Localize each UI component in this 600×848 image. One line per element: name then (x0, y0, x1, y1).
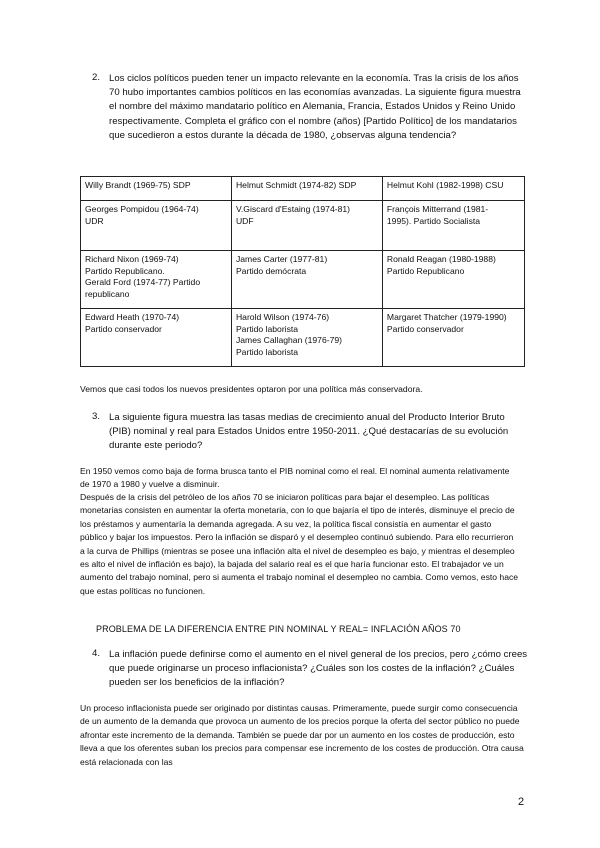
answer-3-paragraph-1: En 1950 vemos como baja de forma brusca tanto el PIB nominal como el real. El nominal aumenta relativamente de 1970 a 1980 y vuelve a disminuir. (80, 466, 510, 490)
table-cell-line: Edward Heath (1970-74) (85, 312, 180, 322)
table-row (81, 177, 525, 201)
table-cell (382, 309, 524, 367)
table-cell-line: Willy Brandt (1969-75) SDP (85, 180, 191, 190)
table-cell-line: François Mitterrand (1981- (386, 204, 489, 214)
table-cell (382, 177, 524, 201)
table-cell-line: UDR (85, 215, 104, 226)
inflation-heading: PROBLEMA DE LA DIFERENCIA ENTRE PIN NOMINAL Y REAL= INFLACIÓN AÑOS 70 (96, 624, 461, 634)
table-cell (81, 251, 232, 309)
table-cell (231, 201, 382, 251)
table-cell-line: Partido laborista (235, 323, 299, 334)
table-cell-line: Georges Pompidou (1964-74) (85, 204, 199, 214)
table-cell-line: Partido demócrata (235, 265, 307, 276)
table-cell-line: Partido conservador (85, 323, 162, 334)
page-number: 2 (518, 796, 525, 808)
leaders-table (80, 176, 525, 367)
table-cell (382, 201, 524, 251)
table-cell-line: James Carter (1977-81) (235, 254, 328, 264)
table-cell (231, 251, 382, 309)
table-cell (382, 251, 524, 309)
table-cell (81, 177, 232, 201)
table-cell (231, 309, 382, 367)
table-row (81, 309, 525, 367)
answer-3-paragraph-2: Después de la crisis del petróleo de los años 70 se iniciaron políticas para bajar el desempleo. Las políticas monetarias consisten en aumentar la oferta monetaria, con lo que bajaría el tipo de interés, disminuye el precio de los préstamos y aumentaría la demanda agregada. A su vez, la política fiscal consistía en aumentar el gasto público y bajar los impuestos. Pero la inflación se disparó y el desempleo continuó subiendo. Para ello recurrieron a la curva de Phillips (mientras se posee una inflación alta el nivel de desempleo es bajo, y mientras el desempleo es alto el nivel de inflación es bajo), la bajada del salario real es el que haría funcionar esto. El trabajador ve un aumento del trabajo nominal, pero si aumenta el trabajo nominal el desempleo no cambia. Como vemos, esto hace que estas políticas no funcionen. (80, 492, 519, 596)
table-cell-line: Gerald Ford (1974-77) Partido (85, 277, 201, 287)
question-2-text: Los ciclos políticos pueden tener un impacto relevante en la economía. Tras la crisis de los años 70 hubo importantes cambios políticos en las economías avanzadas. La siguiente figura muestra el nombre del máximo mandatario político en Alemania, Francia, Estados Unidos y Reino Unido respectivamente. Completa el gráfico con el nombre (años) [Partido Político] de los mandatarios que sucedieron a estos durante la década de 1980, ¿observas alguna tendencia? (109, 73, 521, 141)
table-cell-line: Partido conservador (386, 323, 464, 334)
table-cell-line: Helmut Kohl (1982-1998) CSU (386, 180, 504, 190)
table-cell-line: Partido Republicano (386, 265, 465, 276)
table-row (81, 251, 525, 309)
table-cell (81, 309, 232, 367)
question-2-number: 2. (92, 72, 101, 83)
table-cell-line: James Callaghan (1976-79) (235, 335, 343, 345)
table-cell-line: Partido Republicano. (85, 265, 165, 276)
table-row (81, 201, 525, 251)
table-cell-line: Ronald Reagan (1980-1988) (386, 254, 496, 264)
table-cell (231, 177, 382, 201)
question-3-text: La siguiente figura muestra las tasas medias de crecimiento anual del Producto Interior Bruto (PIB) nominal y real para Estados Unidos entre 1950-2011. ¿Qué destacarías de su evolución durante este periodo? (109, 412, 509, 452)
answer-2: Vemos que casi todos los nuevos presidentes optaron por una política más conservadora. (80, 384, 423, 394)
table-cell-line: UDF (235, 215, 254, 226)
table-cell-line: 1995). Partido Socialista (386, 215, 481, 226)
table-cell-line: Partido laborista (235, 346, 299, 357)
answer-4: Un proceso inflacionista puede ser originado por distintas causas. Primeramente, puede surgir como consecuencia de un aumento de la demanda que provoca un aumento de los precios porque la oferta del sector público no puede afrontar este incremento de la demanda. También se puede dar por un aumento en los costes de producción, esto lleva a que los oferentes suban los precios para compensar ese incremento de los costes de producción. Otra causa está relacionada con las (80, 703, 524, 767)
table-cell (81, 201, 232, 251)
question-3-number: 3. (92, 411, 101, 422)
question-4-number: 4. (92, 648, 101, 659)
question-4-text: La inflación puede definirse como el aumento en el nivel general de los precios, pero ¿cómo crees que puede originarse un proceso inflacionista? ¿Cuáles son los costes de la inflación? ¿Cuáles pueden ser los beneficios de la inflación? (109, 649, 528, 689)
table-cell-line: Margaret Thatcher (1979-1990) (386, 312, 507, 322)
table-cell-line: V.Giscard d'Estaing (1974-81) (235, 204, 351, 214)
table-cell-line: Helmut Schmidt (1974-82) SDP (235, 180, 357, 190)
table-cell-line: Harold Wilson (1974-76) (235, 312, 330, 322)
table-cell-line: Richard Nixon (1969-74) (85, 254, 179, 264)
table-cell-line: republicano (85, 288, 130, 299)
